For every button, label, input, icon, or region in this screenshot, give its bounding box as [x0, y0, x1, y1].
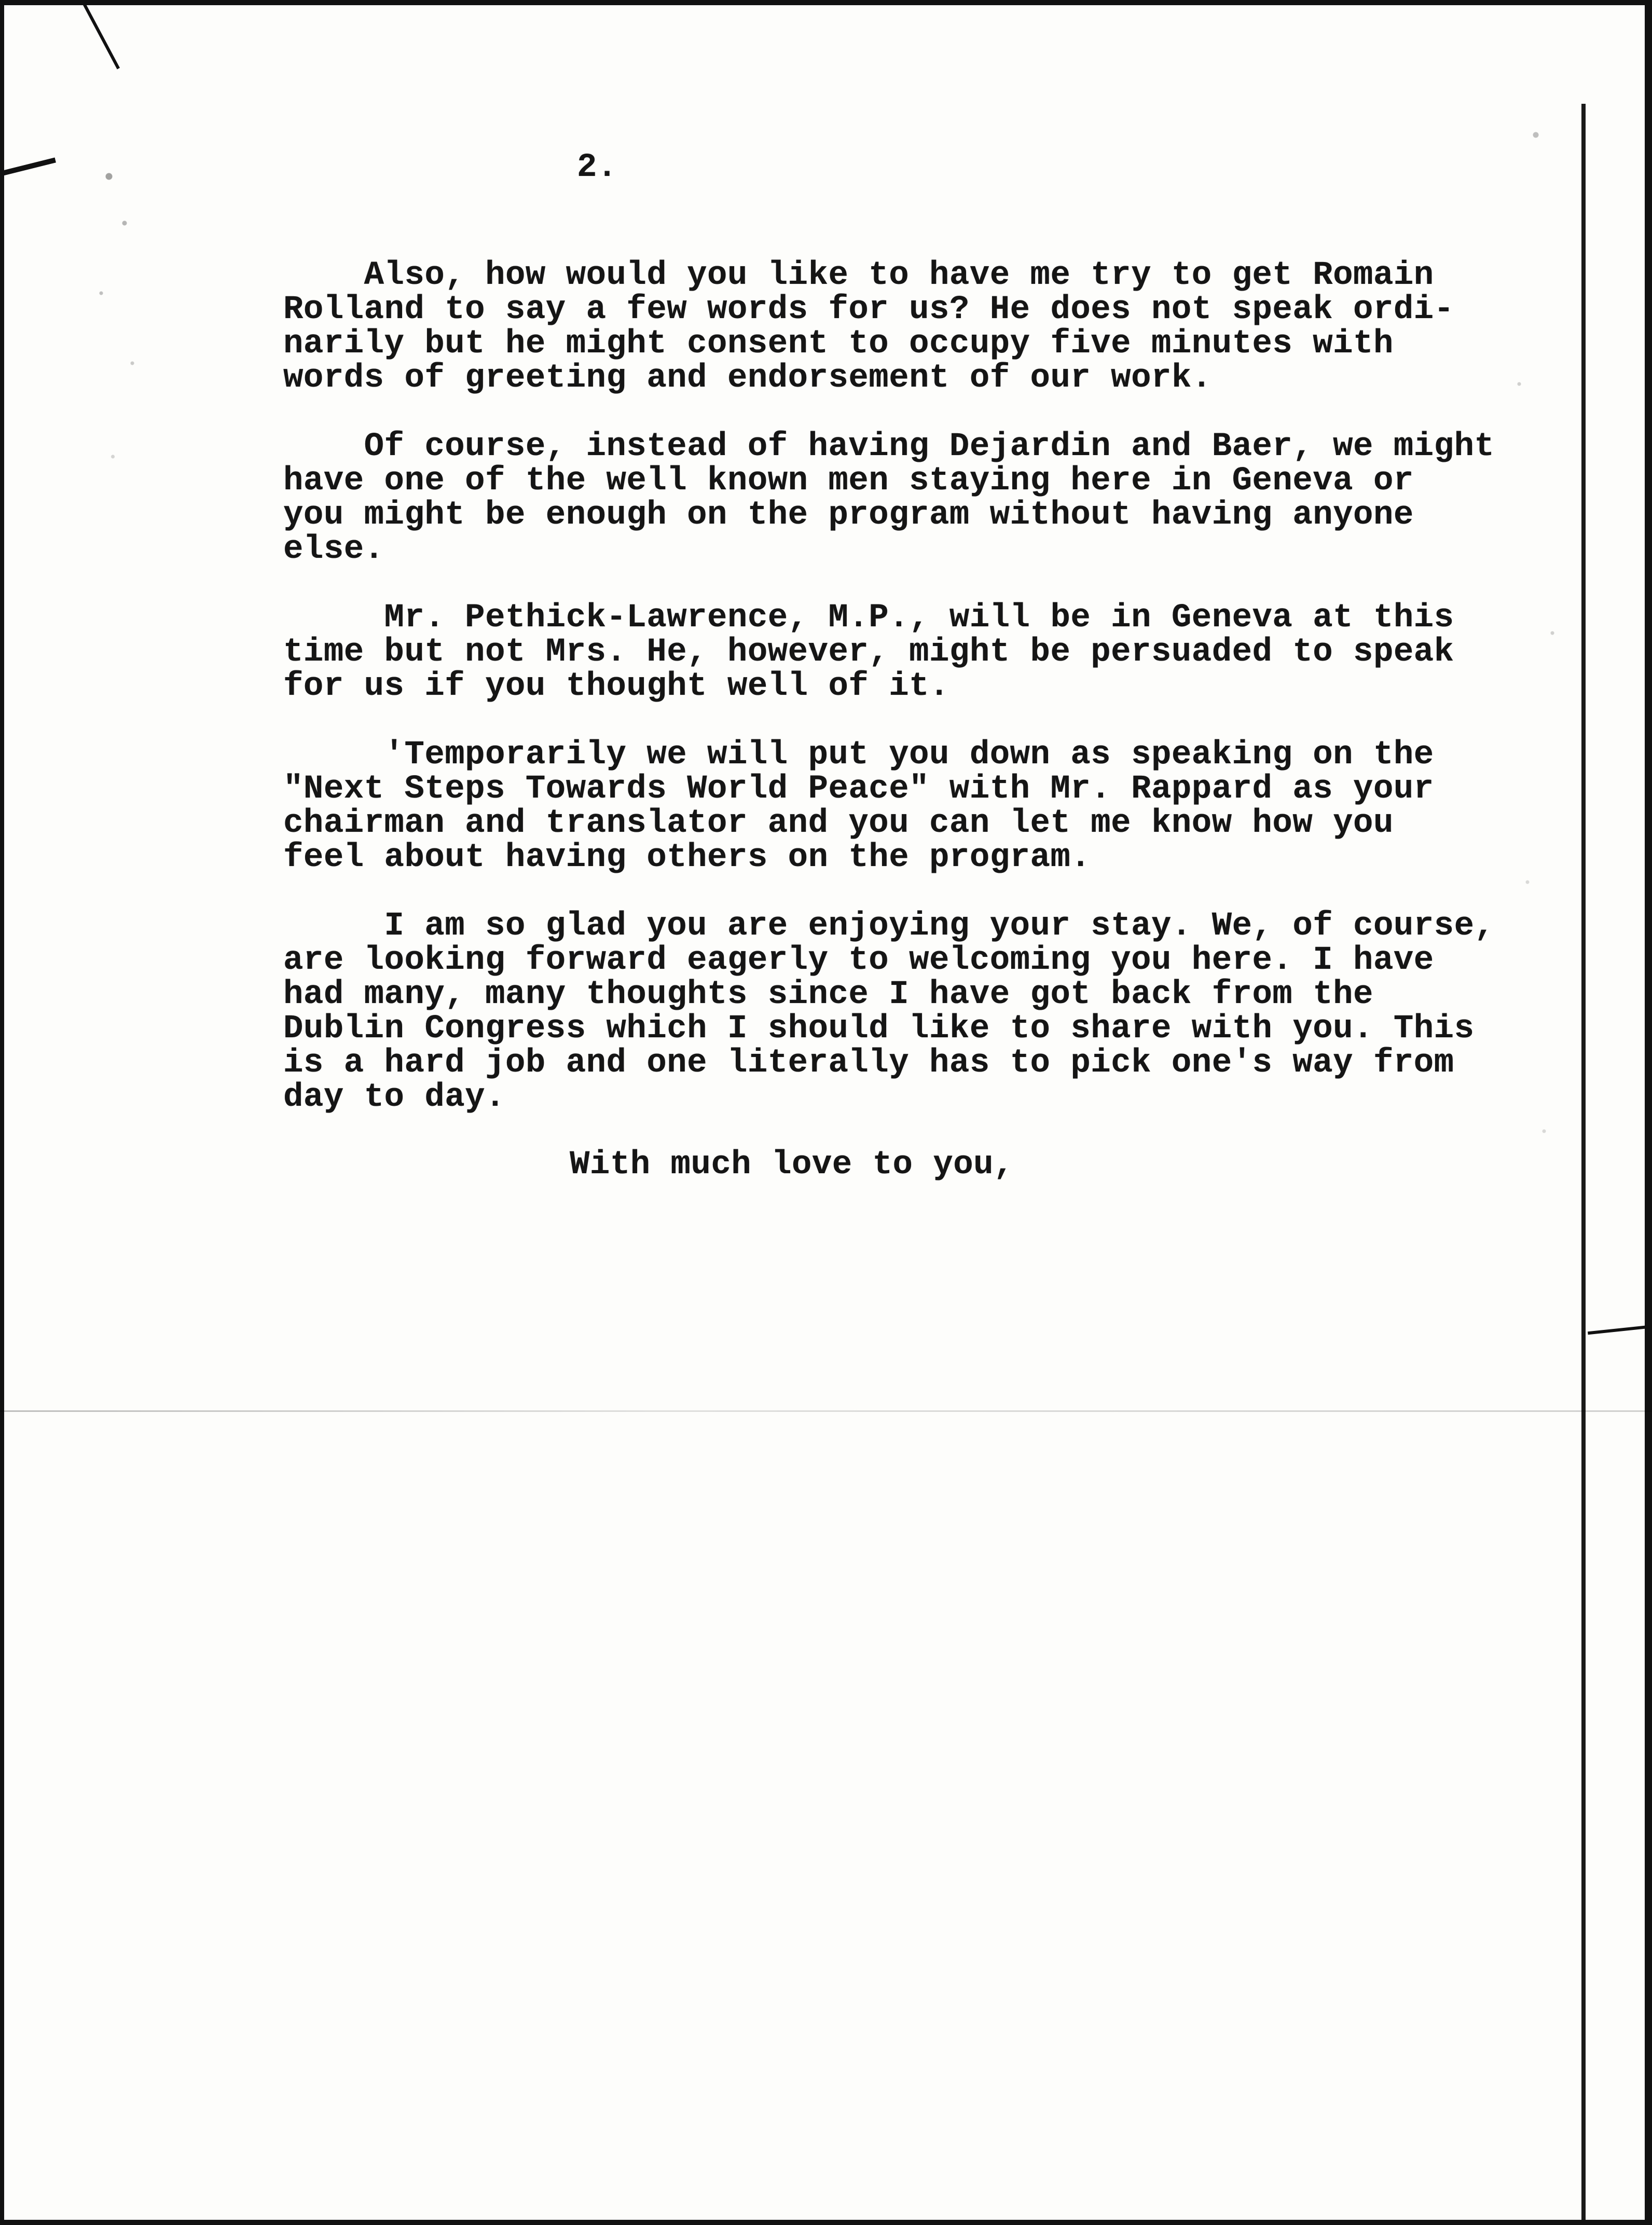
- closing-salutation: With much love to you,: [570, 1146, 1014, 1184]
- text-line: words of greeting and endorsement of our work.: [283, 360, 1212, 397]
- left-clip-mark: [0, 158, 56, 176]
- text-line: Dublin Congress which I should like to share with you. This: [283, 1010, 1475, 1048]
- text-line: for us if you thought well of it.: [283, 668, 949, 705]
- scan-border-top: [0, 0, 1652, 5]
- paper-right-edge: [1581, 104, 1586, 2220]
- text-line: is a hard job and one literally has to pick one's way from: [283, 1045, 1454, 1082]
- paragraph-1: [283, 258, 1529, 395]
- text-line: chairman and translator and you can let me know how you: [283, 805, 1394, 842]
- text-line: you might be enough on the program without having anyone: [283, 497, 1414, 534]
- scan-border-right: [1645, 0, 1652, 2225]
- paper-fold-line: [0, 1410, 1652, 1412]
- text-line: Mr. Pethick-Lawrence, M.P., will be in Geneva at this: [283, 599, 1454, 637]
- text-line: time but not Mrs. He, however, might be persuaded to speak: [283, 634, 1454, 671]
- text-line: narily but he might consent to occupy five minutes with: [283, 325, 1394, 363]
- text-line: day to day.: [283, 1079, 505, 1116]
- scan-noise-left: [78, 130, 156, 597]
- text-line: Also, how would you like to have me try to get Romain: [283, 257, 1434, 294]
- scan-border-left: [0, 0, 4, 2225]
- text-line: have one of the well known men staying here in Geneva or: [283, 462, 1414, 500]
- text-line: Rolland to say a few words for us? He does not speak ordi-: [283, 291, 1454, 328]
- scan-border-bottom: [0, 2220, 1652, 2225]
- text-line: else.: [283, 531, 384, 568]
- paragraph-5: [283, 909, 1529, 1115]
- page-number: 2.: [577, 149, 617, 186]
- paragraph-4: [283, 738, 1529, 875]
- text-line: feel about having others on the program.: [283, 839, 1091, 876]
- text-line: had many, many thoughts since I have got back from the: [283, 976, 1373, 1013]
- paragraph-2: [283, 430, 1529, 567]
- text-line: I am so glad you are enjoying your stay. We, of course,: [283, 908, 1495, 945]
- text-line: Of course, instead of having Dejardin and Baer, we might: [283, 428, 1495, 465]
- paragraph-3: [283, 601, 1529, 704]
- corner-pen-mark: [83, 4, 120, 69]
- text-line: "Next Steps Towards World Peace" with Mr. Rappard as your: [283, 771, 1434, 808]
- text-line: 'Temporarily we will put you down as speaking on the: [283, 736, 1434, 774]
- letter-body: [283, 258, 1529, 1149]
- right-clip-mark: [1588, 1325, 1650, 1335]
- text-line: are looking forward eagerly to welcoming you here. I have: [283, 942, 1434, 979]
